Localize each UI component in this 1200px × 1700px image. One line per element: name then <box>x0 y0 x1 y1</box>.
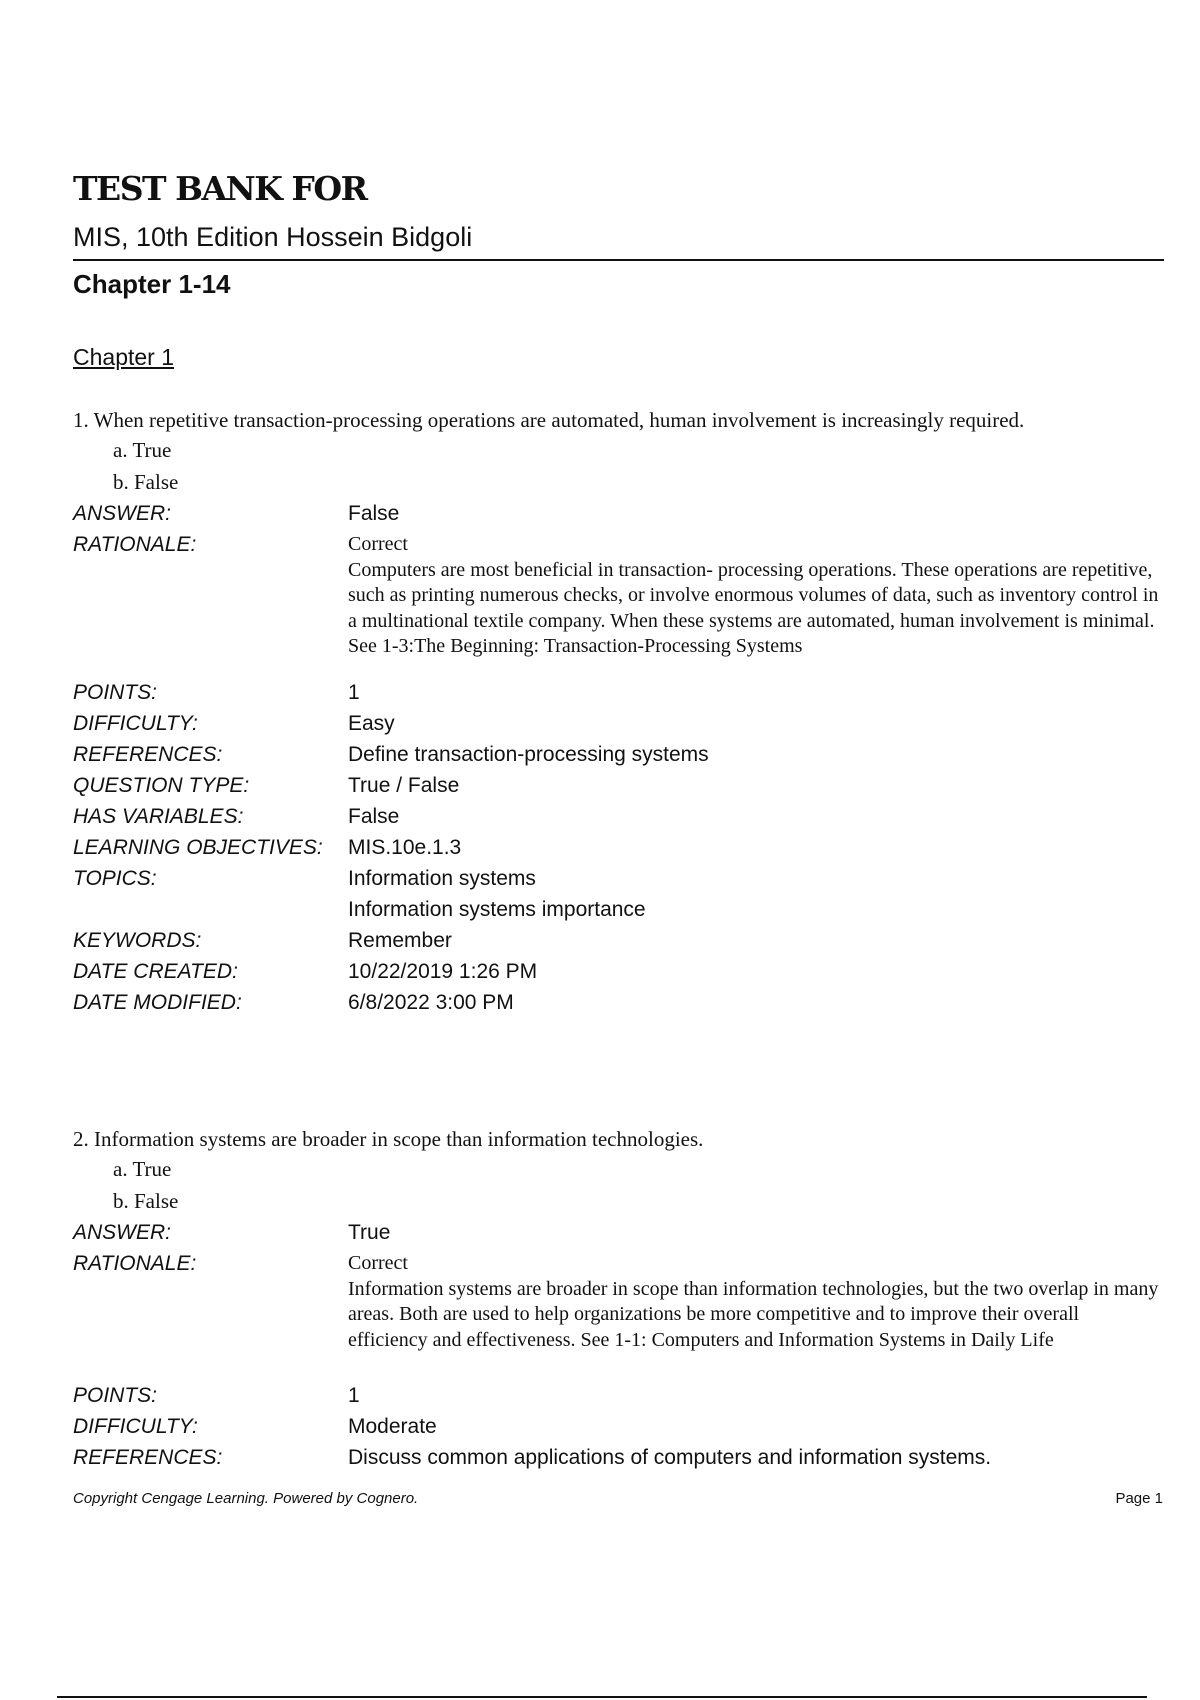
footer-copyright: Copyright Cengage Learning. Powered by Cognero. <box>73 1490 419 1507</box>
points-label: POINTS: <box>73 681 158 704</box>
points-value: 1 <box>348 1384 360 1407</box>
document-title: TEST BANK FOR <box>73 169 367 208</box>
references-row <box>73 1442 1163 1473</box>
topic-item: Information systems <box>348 867 536 890</box>
references-value: Discuss common applications of computers and information systems. <box>348 1446 992 1469</box>
date-created-label: DATE CREATED: <box>73 960 238 983</box>
answer-value: False <box>348 502 400 525</box>
references-label: REFERENCES: <box>73 743 223 766</box>
date-modified-row <box>73 987 1163 1018</box>
keywords-label: KEYWORDS: <box>73 929 202 952</box>
rationale-row <box>73 1248 1163 1380</box>
topic-item: Information systems importance <box>348 898 646 921</box>
rationale-text: Information systems are broader in scope than information technologies, but the two overlap in many areas. Both are used to help organizations be more competitive and to improve their overall efficiency and effectiveness. See 1-1: Computers and Information Systems in Daily Life <box>348 1277 1159 1351</box>
answer-row <box>73 498 1163 529</box>
document-subtitle: MIS, 10th Edition Hossein Bidgoli <box>73 222 473 252</box>
answer-value: True <box>348 1221 391 1244</box>
references-label: REFERENCES: <box>73 1446 223 1469</box>
points-value: 1 <box>348 681 360 704</box>
chapter-heading: Chapter 1 <box>73 344 175 370</box>
rationale-verdict: Correct <box>348 533 408 555</box>
difficulty-row <box>73 708 1163 739</box>
question-2 <box>73 1125 1163 1473</box>
date-modified-value: 6/8/2022 3:00 PM <box>348 991 514 1014</box>
learning-objectives-value: MIS.10e.1.3 <box>348 836 462 859</box>
date-modified-label: DATE MODIFIED: <box>73 991 242 1014</box>
points-label: POINTS: <box>73 1384 158 1407</box>
rationale-row <box>73 529 1163 677</box>
topics-value <box>348 863 1163 925</box>
answer-option-true: a. True <box>113 1157 172 1181</box>
date-created-row <box>73 956 1163 987</box>
references-value: Define transaction-processing systems <box>348 743 709 766</box>
references-row <box>73 739 1163 770</box>
rationale-value <box>348 1248 1163 1353</box>
question-stem: 2. Information systems are broader in scope than information technologies. <box>73 1127 704 1151</box>
difficulty-label: DIFFICULTY: <box>73 1415 198 1438</box>
question-type-value: True / False <box>348 774 460 797</box>
difficulty-value: Easy <box>348 712 395 735</box>
rationale-value <box>348 529 1163 660</box>
rationale-label: RATIONALE: <box>73 1252 197 1275</box>
has-variables-value: False <box>348 805 400 828</box>
has-variables-label: HAS VARIABLES: <box>73 805 244 828</box>
title-divider <box>73 259 1164 261</box>
question-type-label: QUESTION TYPE: <box>73 774 250 797</box>
points-row <box>73 677 1163 708</box>
learning-objectives-label: LEARNING OBJECTIVES: <box>73 836 323 859</box>
difficulty-row <box>73 1411 1163 1442</box>
answer-option-false: b. False <box>113 470 179 494</box>
answer-option-false: b. False <box>113 1189 179 1213</box>
page-footer <box>73 1489 1163 1509</box>
answer-label: ANSWER: <box>73 502 172 525</box>
difficulty-value: Moderate <box>348 1415 437 1438</box>
chapter-range-heading: Chapter 1-14 <box>73 269 231 299</box>
answer-option-true: a. True <box>113 438 172 462</box>
rationale-verdict: Correct <box>348 1252 408 1274</box>
question-stem: 1. When repetitive transaction-processing operations are automated, human involvement is increasingly required. <box>73 408 1025 432</box>
date-created-value: 10/22/2019 1:26 PM <box>348 960 538 983</box>
topics-label: TOPICS: <box>73 867 157 890</box>
rationale-text: Computers are most beneficial in transaction- processing operations. These operations are repetitive, such as printing numerous checks, or involve enormous volumes of data, such as inventory control in a multinational textile company. When these systems are automated, human involvement is minimal. See 1-3:The Beginning: Transaction-Processing Systems <box>348 558 1159 657</box>
answer-row <box>73 1217 1163 1248</box>
question-1 <box>73 406 1163 1018</box>
rationale-label: RATIONALE: <box>73 533 197 556</box>
keywords-value: Remember <box>348 929 452 952</box>
topics-row <box>73 863 1163 925</box>
learning-objectives-row <box>73 832 1163 863</box>
answer-label: ANSWER: <box>73 1221 172 1244</box>
page-bottom-divider <box>57 1696 1147 1698</box>
question-type-row <box>73 770 1163 801</box>
keywords-row <box>73 925 1163 956</box>
difficulty-label: DIFFICULTY: <box>73 712 198 735</box>
page-number: Page 1 <box>1115 1490 1163 1507</box>
points-row <box>73 1380 1163 1411</box>
has-variables-row <box>73 801 1163 832</box>
